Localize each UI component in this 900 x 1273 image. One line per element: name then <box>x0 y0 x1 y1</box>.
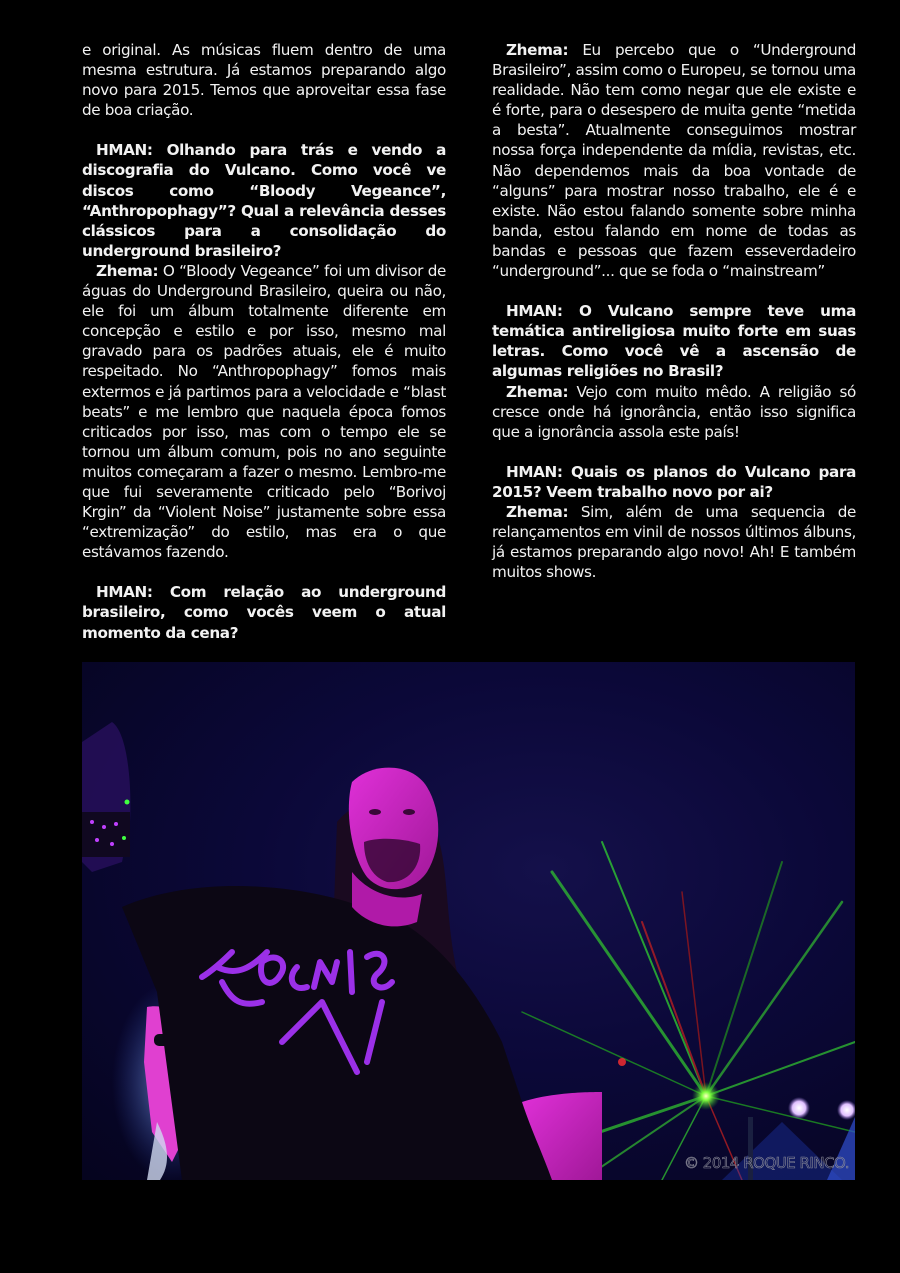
article-column-left <box>82 40 446 643</box>
question-speaker: HMAN: <box>96 141 153 160</box>
interview-question <box>492 301 856 381</box>
photo-credit: © 2014 ROQUE RINCO. <box>684 1154 849 1172</box>
interview-answer <box>492 502 856 582</box>
paragraph-gap <box>82 562 446 582</box>
question-text: Quais os planos do Vulcano para 2015? Veem trabalho novo por ai? <box>492 462 856 501</box>
paragraph-gap <box>492 281 856 301</box>
answer-speaker: Zhema: <box>96 261 159 280</box>
question-text: O Vulcano sempre teve uma temática antireligiosa muito forte em suas letras. Como você vê a ascensão de algumas religiões no Brasil? <box>492 302 857 381</box>
musician-shirt <box>122 886 602 1180</box>
question-speaker: HMAN: <box>506 302 563 321</box>
question-text: Com relação ao underground brasileiro, como vocês veem o atual momento da cena? <box>82 583 447 642</box>
interview-answer <box>492 382 856 442</box>
answer-speaker: Zhema: <box>506 502 569 521</box>
concert-photo <box>82 662 855 1180</box>
red-light <box>618 1058 626 1066</box>
answer-text: Sim, além de uma sequencia de relançamentos em vinil de nossos últimos álbuns, já estamos preparando algo novo! Ah! E também muitos shows. <box>492 502 856 582</box>
paragraph-gap <box>82 120 446 140</box>
laser-light-source <box>692 1082 720 1110</box>
question-speaker: HMAN: <box>506 462 563 481</box>
stage-spotlight <box>788 1097 810 1119</box>
answer-continuation: e original. As músicas fluem dentro de uma mesma estrutura. Já estamos preparando algo novo para 2015. Temos que aproveitar essa fase de boa criação. <box>82 41 446 120</box>
answer-speaker: Zhema: <box>506 41 569 59</box>
interview-question <box>82 140 446 261</box>
question-text: Olhando para trás e vendo a discografia do Vulcano. Como você ve discos como “Bloody Vegeance”, “Anthropophagy”? Qual a relevância desses clássicos para a consolidação do underground brasileiro? <box>82 141 446 260</box>
answer-text: O “Bloody Vegeance” foi um divisor de águas do Underground Brasileiro, queira ou não, ele foi um álbum totalmente diferente em concepção e estilo e por isso, mesmo mal gravado para os padrões atuais, ele é muito respeitado. No “Anthropophagy” fomos mais extermos e já partimos para a velocidade e “blast beats” e me lembro que naquela época fomos criticados por isso, mas com o tempo ele se tornou um álbum comum, pois no ano seguinte muitos começaram a fazer o mesmo. Lembro-me que fui severamente criticado pelo “Borivoj Krgin” da “Violent Noise” justamente sobre essa “extremização” do estilo, mas era o que estávamos fazendo. <box>82 261 446 562</box>
answer-speaker: Zhema: <box>506 382 569 401</box>
question-speaker: HMAN: <box>96 583 153 602</box>
paragraph-gap <box>492 442 856 462</box>
interview-answer <box>492 40 856 281</box>
answer-text: Eu percebo que o “Underground Brasileiro”, assim como o Europeu, se tornou uma realidade. Não tem como negar que ele existe e é forte, para o desespero de muita gente “metida a besta”. Atualmente conseguimos mostrar nossa força independente da mídia, revistas, etc. Não dependemos mais da boa vontade de “alguns” para mostrar nosso trabalho, ele é e existe. Não estou falando somente sobre minha banda, estou falando em nome de todas as bandas e pessoas que fazem esseverdadeiro “underground”... que se foda o “mainstream” <box>492 41 857 281</box>
interview-question <box>492 462 856 502</box>
concert-photo-illustration <box>82 662 855 1180</box>
interview-question <box>82 582 446 642</box>
article-column-right <box>492 40 856 582</box>
stage-spotlight <box>837 1100 855 1120</box>
answer-text: Vejo com muito mêdo. A religião só cresce onde há ignorância, então isso significa que a ignorância assola este país! <box>492 382 856 441</box>
interview-answer <box>82 261 446 562</box>
